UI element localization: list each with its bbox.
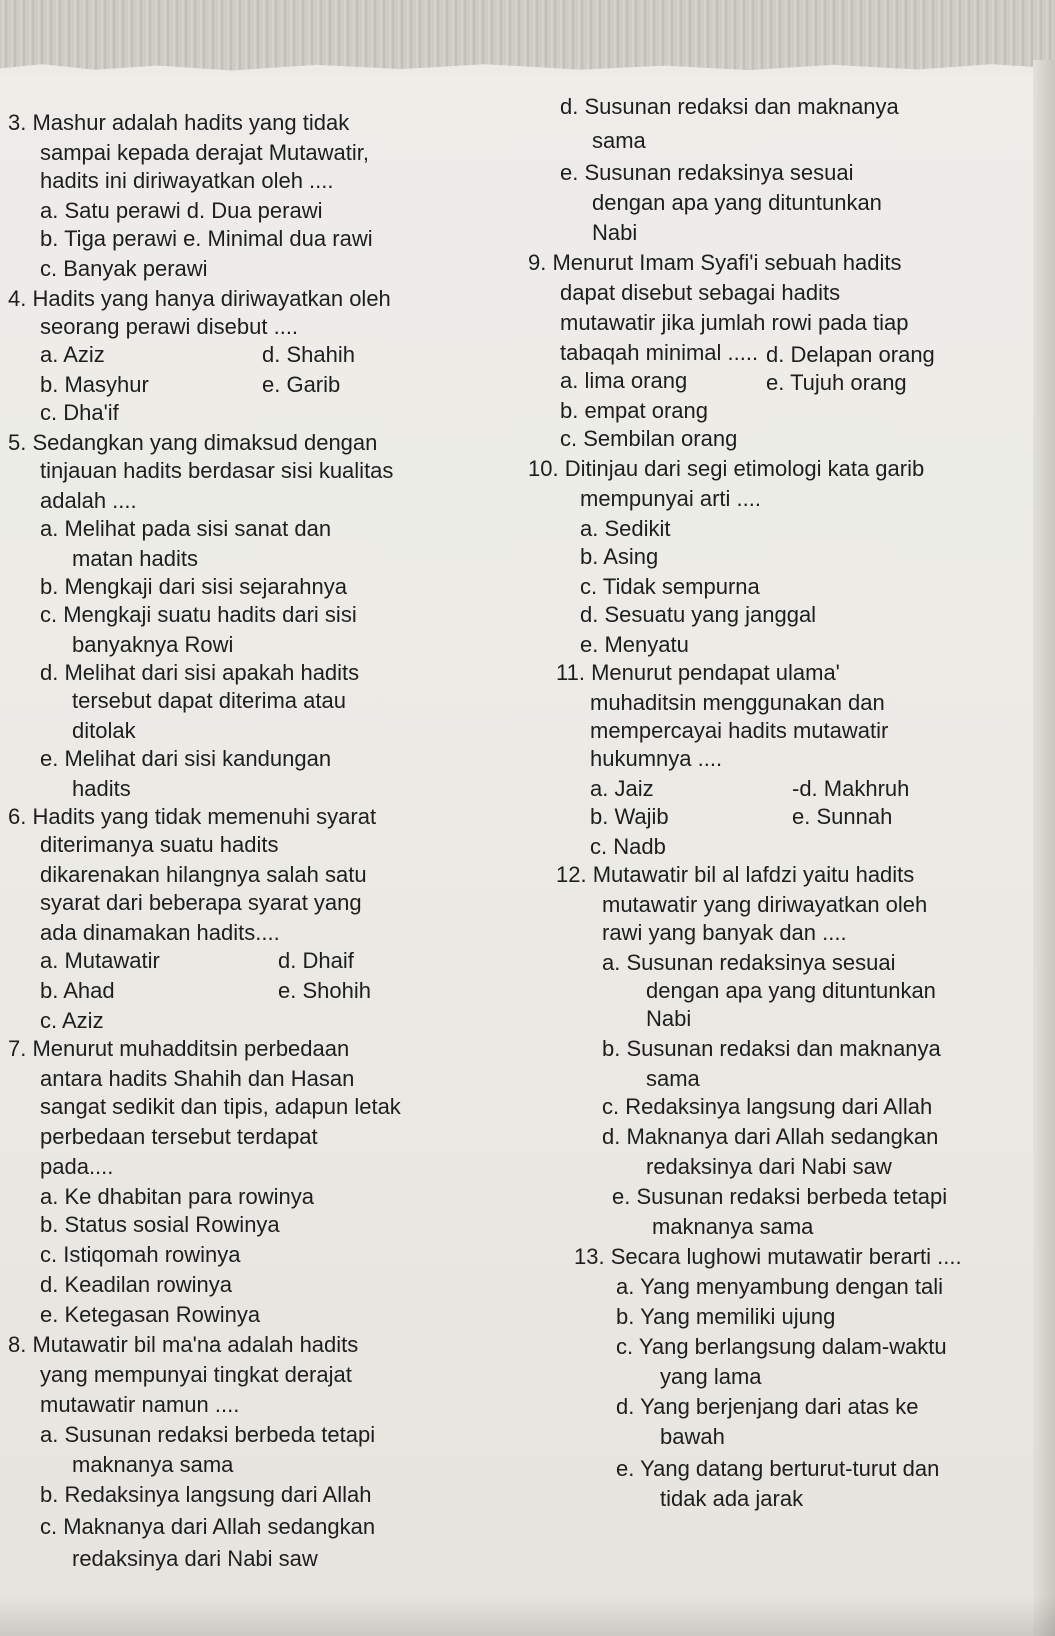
right-text-line: a. Susunan redaksinya sesuai [602, 950, 896, 975]
right-text-line: sama [592, 128, 646, 153]
left-text-line: b. Status sosial Rowinya [40, 1212, 280, 1237]
right-text-line: maknanya sama [652, 1214, 814, 1239]
page-bottom-shadow [0, 1596, 1055, 1636]
right-text-line: mutawatir yang diriwayatkan oleh [602, 892, 928, 917]
left-text-line: b. Masyhur [40, 372, 149, 397]
left-text-line: perbedaan tersebut terdapat [40, 1124, 318, 1149]
right-text-line: d. Susunan redaksi dan maknanya [560, 94, 899, 119]
right-text-line: b. Susunan redaksi dan maknanya [602, 1036, 941, 1061]
right-text-line: dapat disebut sebagai hadits [560, 280, 841, 305]
left-text-line: a. Susunan redaksi berbeda tetapi [40, 1422, 376, 1447]
left-text-line: mutawatir namun .... [40, 1392, 240, 1417]
left-text-line: a. Melihat pada sisi sanat dan [40, 516, 332, 541]
right-text-line: -d. Makhruh [792, 776, 910, 801]
torn-paper-edge [0, 0, 1055, 74]
right-text-line: bawah [660, 1424, 725, 1449]
left-text-line: dikarenakan hilangnya salah satu [40, 862, 367, 887]
right-text-line: tabaqah minimal ..... [560, 340, 759, 365]
left-text-line: a. Mutawatir [40, 948, 160, 973]
left-text-line: seorang perawi disebut .... [40, 314, 299, 339]
left-text-line: d. Dhaif [278, 948, 354, 973]
right-text-line: b. Yang memiliki ujung [616, 1304, 836, 1329]
left-text-line: c. Banyak perawi [40, 256, 208, 281]
left-text-line: ada dinamakan hadits.... [40, 920, 280, 945]
right-text-line: a. Jaiz [590, 776, 654, 801]
left-text-line: sangat sedikit dan tipis, adapun letak [40, 1094, 401, 1119]
left-text-line: e. Ketegasan Rowinya [40, 1302, 261, 1327]
right-text-line: e. Susunan redaksi berbeda tetapi [612, 1184, 948, 1209]
right-text-line: c. Nadb [590, 834, 666, 859]
left-text-line: b. Tiga perawi e. Minimal dua rawi [40, 226, 373, 251]
left-text-line: antara hadits Shahih dan Hasan [40, 1066, 355, 1091]
left-text-line: b. Mengkaji dari sisi sejarahnya [40, 574, 347, 599]
left-text-line: 5. Sedangkan yang dimaksud dengan [8, 430, 378, 455]
left-text-line: diterimanya suatu hadits [40, 832, 279, 857]
right-text-line: 13. Secara lughowi mutawatir berarti .... [574, 1244, 962, 1269]
left-text-line: 8. Mutawatir bil ma'na adalah hadits [8, 1332, 359, 1357]
right-text-line: rawi yang banyak dan .... [602, 920, 847, 945]
left-text-line: yang mempunyai tingkat derajat [40, 1362, 352, 1387]
left-text-line: hadits [72, 776, 131, 801]
right-text-line: a. Sedikit [580, 516, 671, 541]
left-text-line: redaksinya dari Nabi saw [72, 1546, 318, 1571]
left-text-line: syarat dari beberapa syarat yang [40, 890, 362, 915]
right-text-line: tidak ada jarak [660, 1486, 804, 1511]
left-text-line: d. Keadilan rowinya [40, 1272, 233, 1297]
left-text-line: pada.... [40, 1154, 114, 1179]
right-text-line: mutawatir jika jumlah rowi pada tiap [560, 310, 909, 335]
left-text-line: c. Dha'if [40, 400, 119, 425]
left-text-line: a. Satu perawi d. Dua perawi [40, 198, 323, 223]
right-text-line: mempunyai arti .... [580, 486, 761, 511]
right-text-line: 9. Menurut Imam Syafi'i sebuah hadits [528, 250, 902, 275]
left-text-line: banyaknya Rowi [72, 632, 234, 657]
page-shadow-edge [1033, 60, 1055, 1636]
right-text-line: c. Yang berlangsung dalam-waktu [616, 1334, 947, 1359]
left-text-line: 4. Hadits yang hanya diriwayatkan oleh [8, 286, 391, 311]
left-text-line: c. Maknanya dari Allah sedangkan [40, 1514, 376, 1539]
left-text-line: c. Mengkaji suatu hadits dari sisi [40, 602, 357, 627]
left-text-line: matan hadits [72, 546, 198, 571]
right-text-line: e. Susunan redaksinya sesuai [560, 160, 854, 185]
right-text-line: b. Asing [580, 544, 659, 569]
right-text-line: e. Tujuh orang [766, 370, 907, 395]
right-text-line: a. lima orang [560, 368, 688, 393]
right-text-line: hukumnya .... [590, 746, 723, 771]
right-text-line: Nabi [646, 1006, 692, 1031]
right-text-line: b. empat orang [560, 398, 708, 423]
left-text-line: 3. Mashur adalah hadits yang tidak [8, 110, 350, 135]
right-text-line: d. Yang berjenjang dari atas ke [616, 1394, 919, 1419]
right-text-line: sama [646, 1066, 700, 1091]
left-text-line: e. Garib [262, 372, 341, 397]
left-text-line: sampai kepada derajat Mutawatir, [40, 140, 369, 165]
right-text-line: redaksinya dari Nabi saw [646, 1154, 892, 1179]
right-text-line: c. Tidak sempurna [580, 574, 760, 599]
right-text-line: mempercayai hadits mutawatir [590, 718, 889, 743]
right-text-line: e. Sunnah [792, 804, 893, 829]
right-text-line: d. Delapan orang [766, 342, 935, 367]
left-text-line: b. Ahad [40, 978, 115, 1003]
right-text-line: Nabi [592, 220, 638, 245]
left-text-line: a. Aziz [40, 342, 105, 367]
right-text-line: e. Yang datang berturut-turut dan [616, 1456, 940, 1481]
left-text-line: d. Shahih [262, 342, 355, 367]
left-text-line: tersebut dapat diterima atau [72, 688, 346, 713]
right-text-line: dengan apa yang dituntunkan [592, 190, 882, 215]
left-text-line: ditolak [72, 718, 136, 743]
left-text-line: 6. Hadits yang tidak memenuhi syarat [8, 804, 377, 829]
left-text-line: e. Shohih [278, 978, 371, 1003]
right-text-line: d. Sesuatu yang janggal [580, 602, 817, 627]
left-text-line: 7. Menurut muhadditsin perbedaan [8, 1036, 350, 1061]
right-text-line: e. Menyatu [580, 632, 689, 657]
right-text-line: 10. Ditinjau dari segi etimologi kata garib [528, 456, 925, 481]
left-text-line: e. Melihat dari sisi kandungan [40, 746, 332, 771]
right-text-line: muhaditsin menggunakan dan [590, 690, 885, 715]
right-text-line: 11. Menurut pendapat ulama' [556, 660, 840, 685]
left-text-line: a. Ke dhabitan para rowinya [40, 1184, 314, 1209]
right-text-line: b. Wajib [590, 804, 669, 829]
right-text-line: yang lama [660, 1364, 762, 1389]
left-text-line: c. Aziz [40, 1008, 104, 1033]
left-text-line: adalah .... [40, 488, 137, 513]
right-text-line: c. Redaksinya langsung dari Allah [602, 1094, 933, 1119]
left-text-line: maknanya sama [72, 1452, 234, 1477]
right-text-line: d. Maknanya dari Allah sedangkan [602, 1124, 939, 1149]
left-text-line: hadits ini diriwayatkan oleh .... [40, 168, 334, 193]
right-text-line: dengan apa yang dituntunkan [646, 978, 936, 1003]
right-text-line: a. Yang menyambung dengan tali [616, 1274, 943, 1299]
left-text-line: tinjauan hadits berdasar sisi kualitas [40, 458, 394, 483]
left-text-line: d. Melihat dari sisi apakah hadits [40, 660, 360, 685]
right-text-line: c. Sembilan orang [560, 426, 738, 451]
left-text-line: b. Redaksinya langsung dari Allah [40, 1482, 372, 1507]
left-text-line: c. Istiqomah rowinya [40, 1242, 241, 1267]
right-text-line: 12. Mutawatir bil al lafdzi yaitu hadits [556, 862, 915, 887]
